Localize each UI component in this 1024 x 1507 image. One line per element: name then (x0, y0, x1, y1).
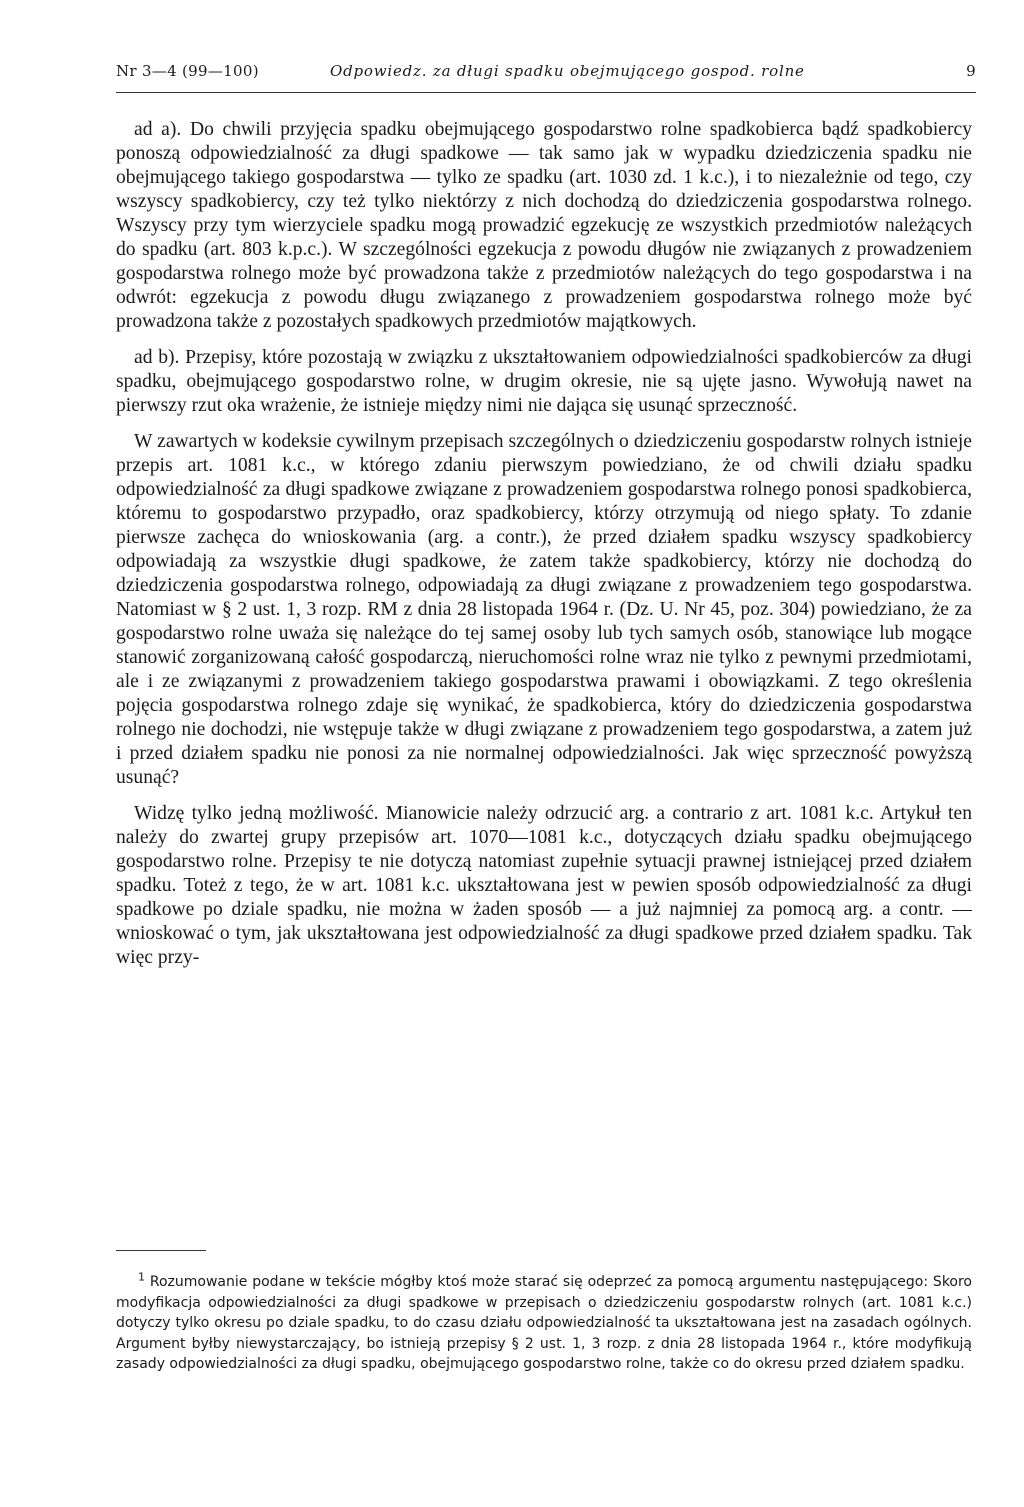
paragraph-conclusion-text: Widzę tylko jedną możliwość. Mianowicie należy odrzucić arg. a contrario z art. 1081 k.c. Artykuł ten należy do zwartej grupy przepisów art. 1070—1081 k.c., dotyczących działu spadku obejmującego gospodarstwo rolne. Przepisy te nie dotyczą natomiast zupełnie sytuacji prawnej istniejącej przed działem spadku. Toteż z tego, że w art. 1081 k.c. ukształtowana jest w pewien sposób odpowiedzialność za długi spadkowe po dziale spadku, nie można w żaden sposób — a już najmniej za pomocą arg. a contr. — wnioskować o tym, jak ukształtowana jest odpowiedzialność za długi spadkowe przed działem spadku. Tak więc przy- (116, 803, 972, 968)
issue-number: Nr 3—4 (99—100) (116, 62, 259, 80)
paragraph-ad-b: ad b). Przepisy, które pozostają w związku z ukształtowaniem odpowiedzialności spadkobierców za długi spadku, obejmującego gospodarstwo rolne, w drugim okresie, nie są ujęte jasno. Wywołują nawet na pierwszy rzut oka wrażenie, że istnieje między nimi nie dająca się usunąć sprzeczność. (116, 347, 972, 416)
footnote-paragraph (116, 1272, 972, 1375)
running-title: Odpowiedz. za długi spadku obejmującego gospod. rolne (330, 62, 805, 80)
body-text (116, 118, 972, 982)
footnote-text: Rozumowanie podane w tekście mógłby ktoś może starać się odeprzeć za pomocą argumentu następującego: Skoro modyfikacja odpowiedzialności za długi spadkowe w przepisach o dziedziczeniu gospodarstw rolnych (art. 1081 k.c.) dotyczy tylko okresu po dziale spadku, to do czasu działu odpowiedzialność ta ukształtowana jest na zasadach ogólnych. Argument byłby niewystarczający, bo istnieją przepisy § 2 ust. 1, 3 rozp. z dnia 28 listopada 1964 r., które modyfikują zasady odpowiedzialności za długi spadku, obejmującego gospodarstwo rolne, także co do okresu przed działem spadku. (116, 1274, 973, 1373)
paragraph-conclusion (116, 802, 972, 970)
header-rule (116, 92, 976, 93)
footnote-rule (116, 1250, 206, 1251)
paragraph-art-1081: W zawartych w kodeksie cywilnym przepisach szczególnych o dziedziczeniu gospodarstw rolnych istnieje przepis art. 1081 k.c., w którego zdaniu pierwszym powiedziano, że od chwili działu spadku odpowiedzialność za długi spadkowe związane z prowadzeniem gospodarstwa rolnego ponosi spadkobierca, któremu to gospodarstwo przypadło, oraz spadkobiercy, którzy otrzymują od niego spłaty. To zdanie pierwsze zachęca do wnioskowania (arg. a contr.), że przed działem spadku wszyscy spadkobiercy odpowiadają za wszystkie długi spadkowe, że zatem także spadkobiercy, którzy nie dochodzą do dziedziczenia gospodarstwa rolnego, odpowiadają za długi związane z prowadzeniem tego gospodarstwa. Natomiast w § 2 ust. 1, 3 rozp. RM z dnia 28 listopada 1964 r. (Dz. U. Nr 45, poz. 304) powiedziano, że za gospodarstwo rolne uważa się należące do tej samej osoby lub tych samych osób, stanowiące lub mogące stanowić zorganizowaną całość gospodarczą, nieruchomości rolne wraz nie tylko z pewnymi przedmiotami, ale i ze związanymi z prowadzeniem takiego gospodarstwa prawami i obowiązkami. Z tego określenia pojęcia gospodarstwa rolnego zdaje się wynikać, że spadkobierca, który do dziedziczenia gospodarstwa rolnego nie dochodzi, nie wstępuje także w długi związane z prowadzeniem tego gospodarstwa, a zatem już i przed działem spadku nie ponosi za nie normalnej odpowiedzialności. Jak więc sprzeczność powyższą usunąć? (116, 431, 972, 788)
footnote (116, 1272, 972, 1375)
footnote-marker: 1 (138, 1270, 145, 1284)
page-number: 9 (966, 62, 976, 80)
running-header (116, 62, 976, 86)
paragraph-ad-a: ad a). Do chwili przyjęcia spadku obejmującego gospodarstwo rolne spadkobierca bądź spadkobiercy ponoszą odpowiedzialność za długi spadkowe — tak samo jak w wypadku dziedziczenia spadku nie obejmującego takiego gospodarstwa — tylko ze spadku (art. 1030 zd. 1 k.c.), i to niezależnie od tego, czy wszyscy spadkobiercy, czy też tylko niektórzy z nich dochodzą do dziedziczenia gospodarstwa rolnego. Wszyscy przy tym wierzyciele spadku mogą prowadzić egzekucję ze wszystkich przedmiotów należących do spadku (art. 803 k.p.c.). W szczególności egzekucja z powodu długów nie związanych z prowadzeniem gospodarstwa rolnego może być prowadzona także z przedmiotów należących do tego gospodarstwa i na odwrót: egzekucja z powodu długu związanego z prowadzeniem gospodarstwa rolnego może być prowadzona także z pozostałych spadkowych przedmiotów majątkowych. (116, 119, 972, 332)
